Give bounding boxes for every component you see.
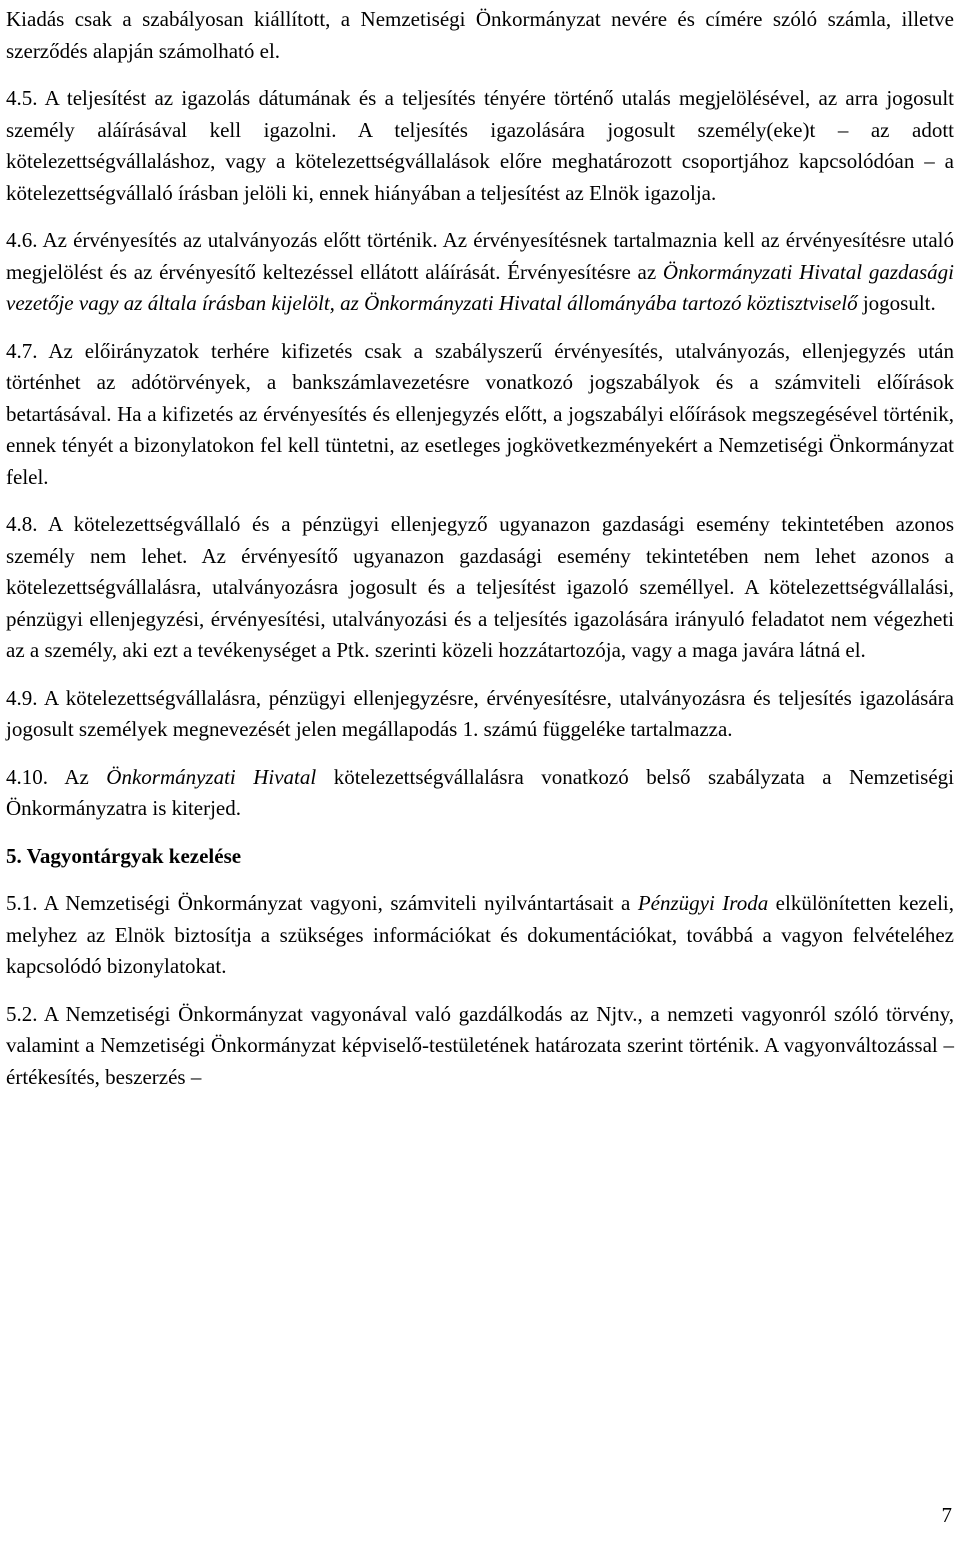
paragraph-4-8: 4.8. A kötelezettségvállaló és a pénzügyi ellenjegyző ugyanazon gazdasági esemény tekintetében azonos személy nem lehet. Az érvényesítő ugyanazon gazdasági esemény tekintetében nem lehet azonos a kötelezettségvállalásra, utalványozásra jogosult és a teljesítést igazoló személlyel. A kötelezettségvállalási, pénzügyi ellenjegyzési, érvényesítési, utalványozási és a teljesítés igazolására irányuló feladatot nem végezheti az a személy, aki ezt a tevékenységet a Ptk. szerinti közeli hozzátartozója, vagy a maga javára látná el.: [6, 512, 954, 662]
paragraph-5-1: [6, 888, 954, 983]
paragraph-5-1-italic: Pénzügyi Iroda: [637, 891, 769, 915]
section-heading-5: 5. Vagyontárgyak kezelése: [6, 843, 242, 868]
paragraph-4-7: 4.7. Az előirányzatok terhére kifizetés csak a szabályszerű érvényesítés, utalványozás, ellenjegyzés után történhet az adótörvények, a bankszámlavezetésre vonatkozó jogszabályok és a számviteli előírások betartásával. Ha a kifizetés az érvényesítés és ellenjegyzés előtt, a jogszabályi előírások megszegésével történik, ennek tényét a bizonylatokon fel kell tüntetni, az esetleges jogkövetkezményekért a Nemzetiségi Önkormányzat felel.: [6, 338, 954, 489]
paragraph-5-2: 5.2. A Nemzetiségi Önkormányzat vagyonával való gazdálkodás az Njtv., a nemzeti vagyonról szóló törvény, valamint a Nemzetiségi Önkormányzat képviselő-testületének határozata szerint történik. A vagyonváltozással – értékesítés, beszerzés –: [6, 1001, 954, 1089]
paragraph-4-10-text-2: kötelezettségvállalásra vonatkozó belső szabályzata a Nemzetiségi Önkormányzatra is kiterjed.: [6, 764, 954, 820]
page-number: 7: [941, 1503, 952, 1527]
paragraph-4-10: [6, 762, 954, 825]
paragraph-5-1-text-1: 5.1. A Nemzetiségi Önkormányzat vagyoni, számviteli nyilvántartásait a: [6, 891, 638, 915]
paragraph-4-6-text-2: jogosult.: [857, 291, 936, 315]
paragraph-4-6: [6, 225, 954, 320]
paragraph-4-6-text-1: 4.6. Az érvényesítés az utalványozás előtt történik. Az érvényesítésnek tartalmaznia kell az érvényesítésre utaló megjelölést és az érvényesítő keltezéssel ellátott aláírását. Érvényesítésre az: [6, 228, 954, 284]
paragraph-4-9: 4.9. A kötelezettségvállalásra, pénzügyi ellenjegyzésre, érvényesítésre, utalványozásra és teljesítés igazolására jogosult személyek megnevezését jelen megállapodás 1. számú függeléke tartalmazza.: [6, 685, 954, 741]
paragraph-4-5: 4.5. A teljesítést az igazolás dátumának és a teljesítés tényére történő utalás megjelölésével, az arra jogosult személy aláírásával kell igazolni. A teljesítés igazolására jogosult személy(eke)t – az adott kötelezettségvállaláshoz, vagy a kötelezettségvállalások előre meghatározott csoportjához kapcsolódóan – a kötelezettségvállaló írásban jelöli ki, ennek hiányában a teljesítést az Elnök igazolja.: [6, 86, 954, 205]
paragraph-5-1-text-2: elkülönítetten kezeli, melyhez az Elnök biztosítja a szükséges információkat és dokumentációkat, továbbá a vagyon felvételéhez kapcsolódó bizonylatokat.: [6, 891, 954, 978]
document-page: [6, 4, 954, 1093]
paragraph-4-10-text-1: 4.10. Az: [6, 764, 107, 789]
paragraph-4-6-italic: Önkormányzati Hivatal gazdasági vezetője vagy az általa írásban kijelölt, az Önkormányzati Hivatal állományába tartozó köztisztviselő: [6, 259, 954, 315]
paragraph-4-10-italic: Önkormányzati Hivatal: [106, 764, 317, 789]
paragraph-intro: Kiadás csak a szabályosan kiállított, a Nemzetiségi Önkormányzat nevére és címére szóló számla, illetve szerződés alapján számolható el.: [6, 7, 954, 63]
